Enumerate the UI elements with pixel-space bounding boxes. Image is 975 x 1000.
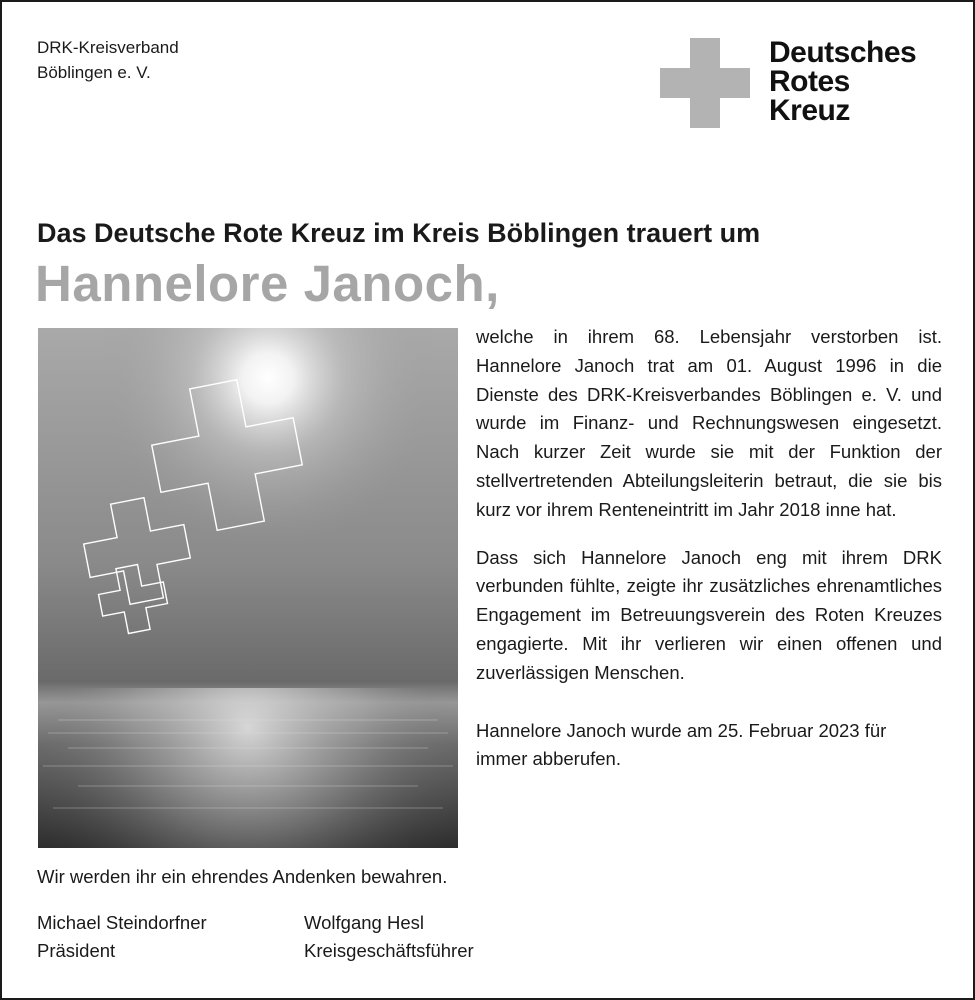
paragraph-career: welche in ihrem 68. Lebensjahr verstorben ist. Hannelore Janoch trat am 01. August 1996 in die Dienste des DRK-Kreisverbandes Böblingen e. V. und wurde im Finanz- und Rechnungswesen eingesetzt. Nach kurzer Zeit wurde sie mit der Funktion der stellvertretenden Abteilungsleiterin betraut, die sie bis kurz vor ihrem Renteneintritt im Jahr 2018 inne hat. [476, 326, 942, 520]
signatory-1 [37, 909, 207, 965]
logo-word-2: Rotes [769, 65, 850, 98]
signatory-name: Michael Steindorfner [37, 912, 207, 933]
paragraph-death-date: Hannelore Janoch wurde am 25. Februar 2023 für immer abberufen. [476, 719, 887, 770]
headline: Das Deutsche Rote Kreuz im Kreis Böblingen trauert um [37, 218, 761, 248]
closing-line: Wir werden ihr ein ehrendes Andenken bewahren. [37, 866, 448, 887]
organization-address [37, 35, 179, 85]
signatory-2 [304, 909, 474, 965]
signatory-name: Wolfgang Hesl [304, 912, 424, 933]
paragraph-engagement: Dass sich Hannelore Janoch eng mit ihrem DRK verbunden fühlte, zeigte ihr zusätzliches ehrenamtliches Engagement im Betreuungsverein des Roten Kreuzes engagierte. Mit ihr verlieren wir einen offenen und zuverlässigen Menschen. [476, 546, 942, 683]
logo-word-1: Deutsches [769, 36, 917, 69]
obituary-text [476, 323, 942, 774]
logo-wordmark [769, 38, 916, 125]
deceased-name: Hannelore Janoch, [35, 255, 500, 312]
signatory-title: Kreisgeschäftsführer [304, 940, 474, 961]
memorial-photo [38, 328, 458, 848]
logo-word-3: Kreuz [769, 94, 850, 127]
sea-sunlight-image [38, 328, 458, 848]
organization-name: DRK-Kreisverband [37, 38, 179, 57]
drk-logo [660, 38, 950, 130]
organization-location: Böblingen e. V. [37, 63, 151, 82]
red-cross-icon [660, 38, 750, 128]
signatory-title: Präsident [37, 940, 116, 961]
